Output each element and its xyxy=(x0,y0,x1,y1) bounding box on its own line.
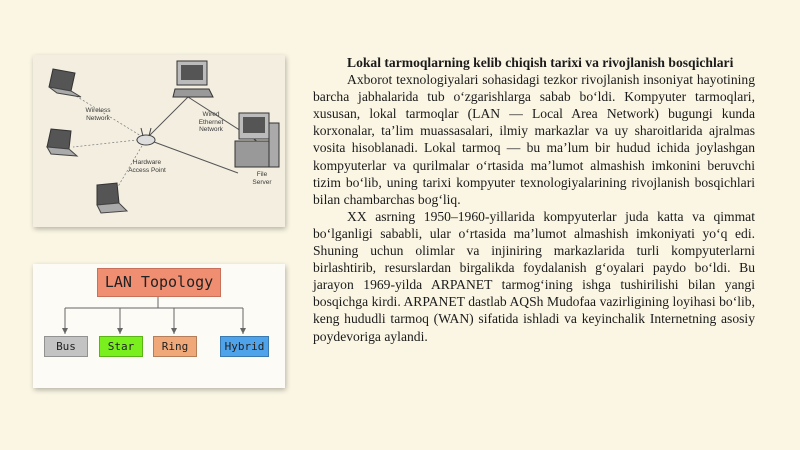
file-server-icon xyxy=(235,113,279,167)
laptop-icon xyxy=(97,183,127,213)
wireless-network-label: Wireless Network xyxy=(85,107,111,122)
article xyxy=(313,54,755,345)
topology-title: LAN Topology xyxy=(97,268,221,297)
article-paragraph: Axborot texnologiyalari sohasidagi tezkor rivojlanish insoniyat hayotining barcha jabhalarida tub o‘zgarishlarga sabab bo‘ldi. Kompyuter tarmoqlari, xususan, lokal tarmoqlar (LAN — Local Area Network) bugungi kunda korxonalar, ta’lim muassasalari, ilmiy markazlar va uy sharoitlarida ajralmas vosita hisoblanadi. Lokal tarmoq — bu ma’lum bir hudud ichida joylashgan kompyuterlar va qurilmalar o‘rtasida ma’lumot almashish imkonini beruvchi tizim bo‘lib, uning tarixi kompyuter texnologiyalarining rivojlanish bosqichlari bilan chambarchas bog‘liq. xyxy=(313,72,755,207)
network-diagram-svg xyxy=(33,55,285,227)
article-heading: Lokal tarmoqlarning kelib chiqish tarixi va rivojlanish bosqichlari xyxy=(347,55,734,70)
topology-bus: Bus xyxy=(44,336,88,357)
topology-hybrid: Hybrid xyxy=(220,336,269,357)
network-diagram-image xyxy=(33,55,285,227)
desktop-computer-icon xyxy=(173,61,213,97)
topology-ring: Ring xyxy=(153,336,197,357)
laptop-icon xyxy=(47,129,77,156)
article-paragraph: XX asrning 1950–1960-yillarida kompyuterlar juda katta va qimmat bo‘lganligi sababli, ular o‘rtasida ma’lumot almashish imkoniyati yo‘q edi. Shuning uchun olimlar va injiniring markazlarida turli kompyuterlarni birlashtirib, resurslardan birgalikda foydalanish g‘oyalari paydo bo‘ldi. Bu jarayon 1969-yilda ARPANET tarmog‘ining ishga tushirilishi bilan yangi bosqichga kirdi. ARPANET dastlab AQSh Mudofaa vazirligining loyihasi bo‘lib, keng hududli tarmoq (WAN) sifatida ishladi va keyinchalik Internetning asosiy poydevoriga aylandi. xyxy=(313,208,755,344)
wired-network-label: Wired Ethernet Network xyxy=(198,111,224,133)
access-point-icon xyxy=(137,128,155,145)
laptop-icon xyxy=(49,69,81,97)
lan-topology-diagram xyxy=(33,264,285,388)
wireless-link xyxy=(73,139,146,147)
file-server-label: File Server xyxy=(252,171,272,186)
access-point-label: Hardware Access Point xyxy=(128,159,166,174)
topology-star: Star xyxy=(99,336,143,357)
